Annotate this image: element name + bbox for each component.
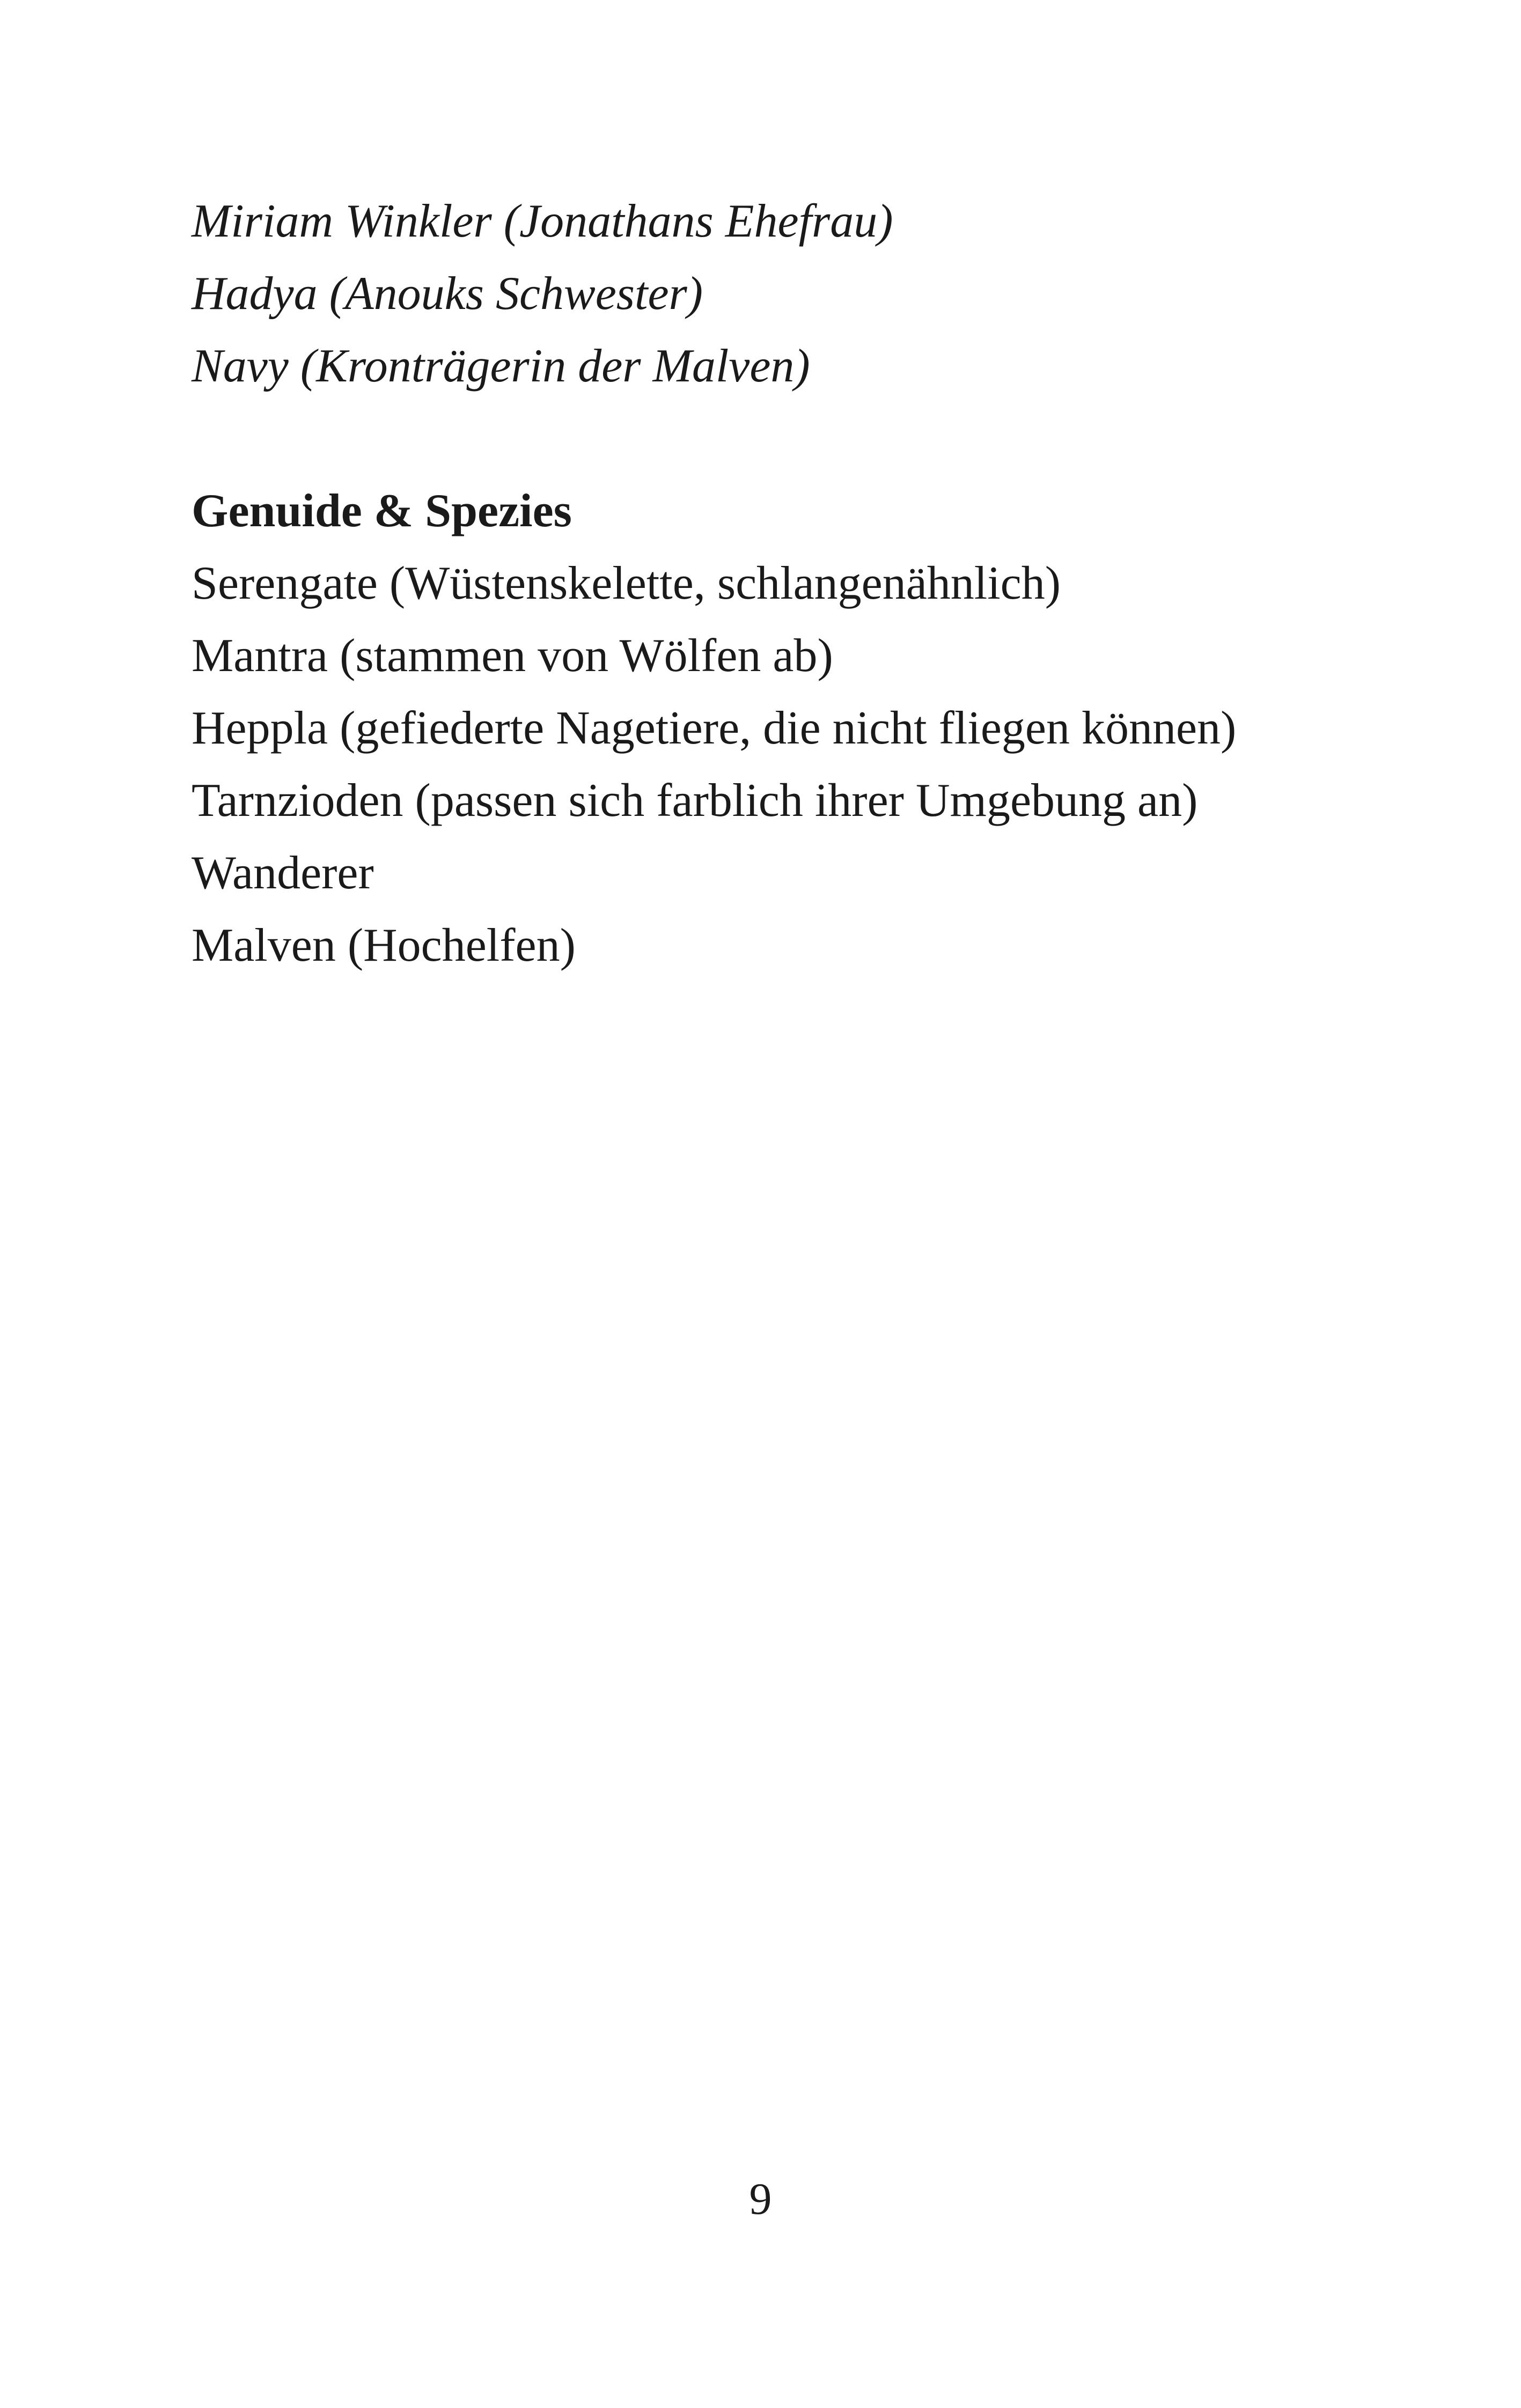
species-entry: Serengate (Wüstenskelette, schlangenähnlich) — [192, 557, 1061, 609]
species-entry: Tarnzioden (passen sich farblich ihrer Umgebung an) — [192, 775, 1198, 827]
page-number: 9 — [749, 2174, 772, 2224]
character-entry: Miriam Winkler (Jonathans Ehefrau) — [192, 195, 893, 247]
character-entry: Navy (Kronträgerin der Malven) — [192, 340, 810, 392]
species-list — [192, 547, 1372, 982]
character-list — [192, 185, 1372, 402]
species-entry: Malven (Hochelfen) — [192, 919, 576, 971]
character-entry: Hadya (Anouks Schwester) — [192, 268, 703, 320]
page-body — [192, 185, 1372, 982]
species-entry: Wanderer — [192, 847, 374, 899]
section-heading: Genuide & Spezies — [192, 485, 572, 537]
species-entry: Mantra (stammen von Wölfen ab) — [192, 630, 833, 682]
species-entry: Heppla (gefiederte Nagetiere, die nicht fliegen können) — [192, 702, 1237, 754]
